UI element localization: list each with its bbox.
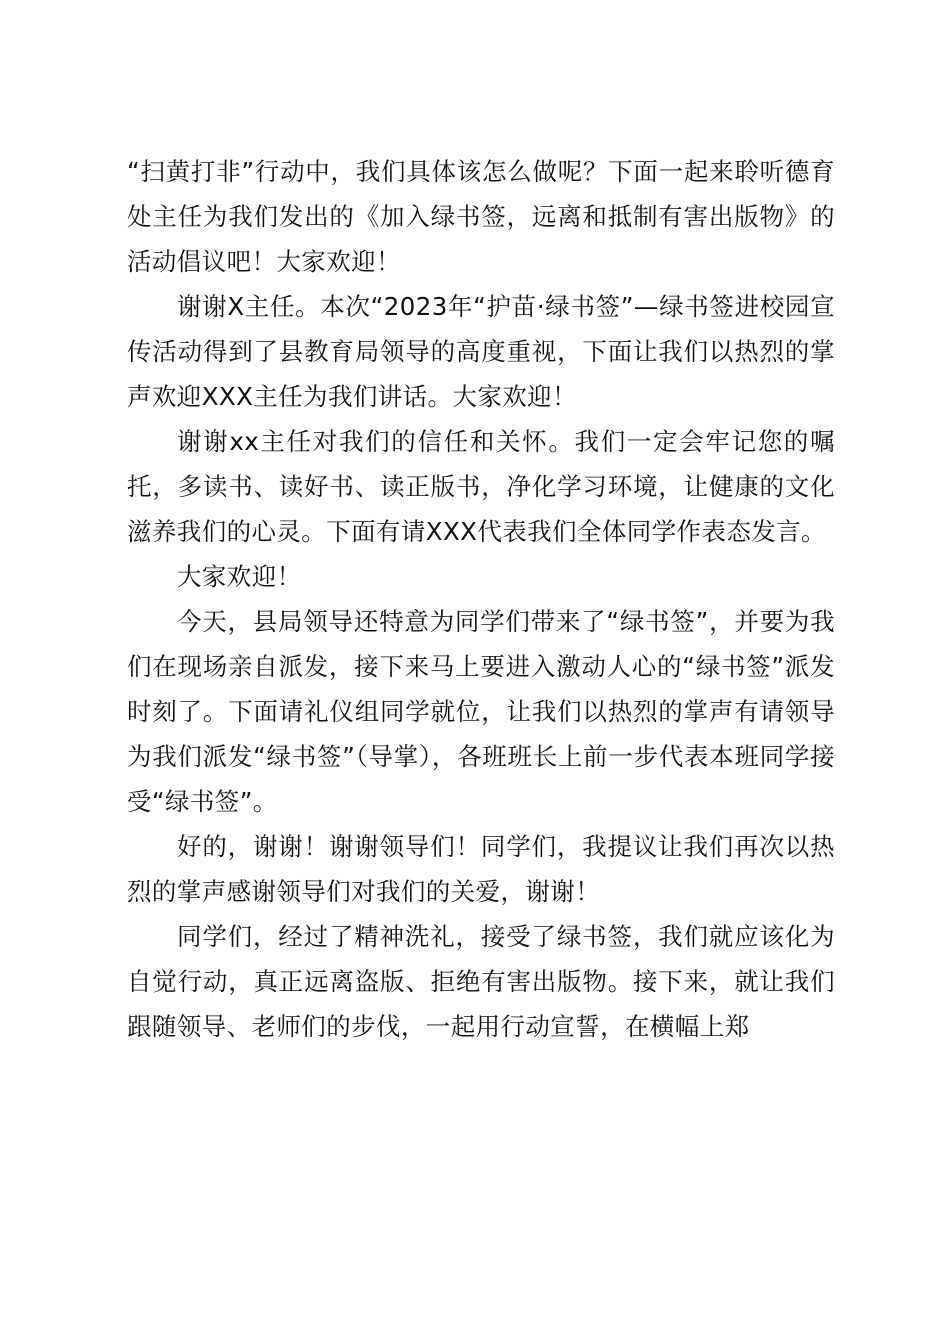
paragraph-7: 同学们，经过了精神洗礼，接受了绿书签，我们就应该化为自觉行动，真正远离盗版、拒绝有害出版物。接下来，就让我们跟随领导、老师们的步伐，一起用行动宣誓，在横幅上郑 xyxy=(127,922,835,1041)
document-body xyxy=(127,149,835,1049)
paragraph-3: 谢谢xx主任对我们的信任和关怀。我们一定会牢记您的嘱托，多读书、读好书、读正版书，净化学习环境，让健康的文化滋养我们的心灵。下面有请XXX代表我们全体同学作表态发言。 xyxy=(127,427,835,546)
paragraph-2: 谢谢X主任。本次“2023年“护苗·绿书签”—绿书签进校园宣传活动得到了县教育局领导的高度重视，下面让我们以热烈的掌声欢迎XXX主任为我们讲话。大家欢迎！ xyxy=(127,292,835,411)
paragraph-5: 今天，县局领导还特意为同学们带来了“绿书签”，并要为我们在现场亲自派发，接下来马上要进入激动人心的“绿书签”派发时刻了。下面请礼仪组同学就位，让我们以热烈的掌声有请领导为我们派发“绿书签”（导掌），各班班长上前一步代表本班同学接受“绿书签”。 xyxy=(127,607,835,816)
paragraph-4: 大家欢迎！ xyxy=(177,562,302,591)
paragraph-6: 好的，谢谢！谢谢领导们！同学们，我提议让我们再次以热烈的掌声感谢领导们对我们的关爱，谢谢！ xyxy=(127,832,835,906)
paragraph-1: “扫黄打非”行动中，我们具体该怎么做呢？下面一起来聆听德育处主任为我们发出的《加入绿书签，远离和抵制有害出版物》的活动倡议吧！大家欢迎！ xyxy=(127,157,835,276)
